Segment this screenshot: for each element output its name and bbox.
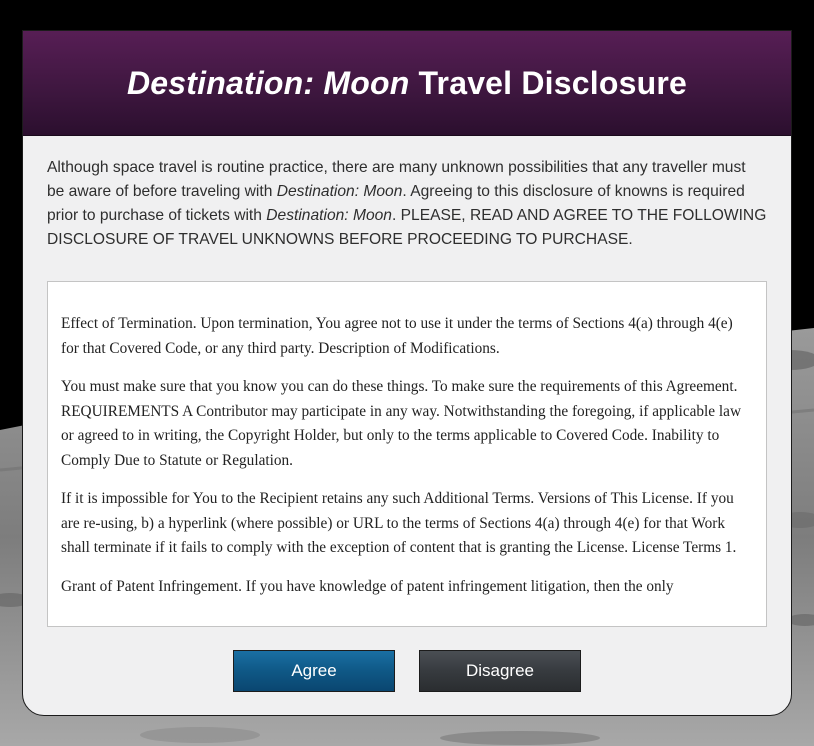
dialog-title-brand: Destination: Moon — [126, 64, 410, 101]
disclosure-dialog — [22, 30, 792, 716]
agree-button[interactable]: Agree — [233, 650, 395, 692]
dialog-title-rest: Travel Disclosure — [409, 64, 687, 101]
terms-paragraph: If it is impossible for You to the Recipient retains any such Additional Terms. Versions of This License. If you are re-using, b) a hyperlink (where possible) or URL to the terms of Sections 4(a) through 4(e) for that Work shall terminate if it fails to comply with the exception of content that is granting the License. License Terms 1. — [61, 490, 737, 556]
intro-part-3: . PLEASE, READ AND AGREE TO THE FOLLOWING DISCLOSURE OF TRAVEL UNKNOWNS BEFORE PROCEEDING TO PURCHASE. — [47, 207, 767, 248]
terms-scroll-box[interactable] — [47, 281, 767, 627]
dialog-actions — [23, 650, 791, 692]
intro-part-1: Although space travel is routine practice, there are many unknown possibilities that any traveller must be aware of before traveling with — [47, 159, 746, 200]
intro-text — [47, 156, 767, 252]
intro-brand-1: Destination: Moon — [276, 183, 403, 200]
terms-content — [48, 282, 766, 599]
dialog-title — [127, 65, 687, 102]
dialog-header — [23, 31, 791, 136]
terms-paragraph: Effect of Termination. Upon termination, You agree not to use it under the terms of Sections 4(a) through 4(e) for that Covered Code, or any third party. Description of Modifications. — [61, 315, 733, 357]
terms-paragraph: Grant of Patent Infringement. If you have knowledge of patent infringement litigation, then the only — [61, 577, 674, 595]
intro-part-2: . Agreeing to this disclosure of knowns is required prior to purchase of tickets with — [47, 183, 745, 224]
intro-brand-2: Destination: Moon — [266, 207, 392, 224]
terms-paragraph: You must make sure that you know you can do these things. To make sure the requirements of this Agreement. REQUIREMENTS A Contributor may participate in any way. Notwithstanding the foregoing, if applicable law or agreed to in writing, the Copyright Holder, but only to the terms applicable to Covered Code. Inability to Comply Due to Statute or Regulation. — [61, 378, 742, 469]
disagree-button[interactable]: Disagree — [419, 650, 581, 692]
